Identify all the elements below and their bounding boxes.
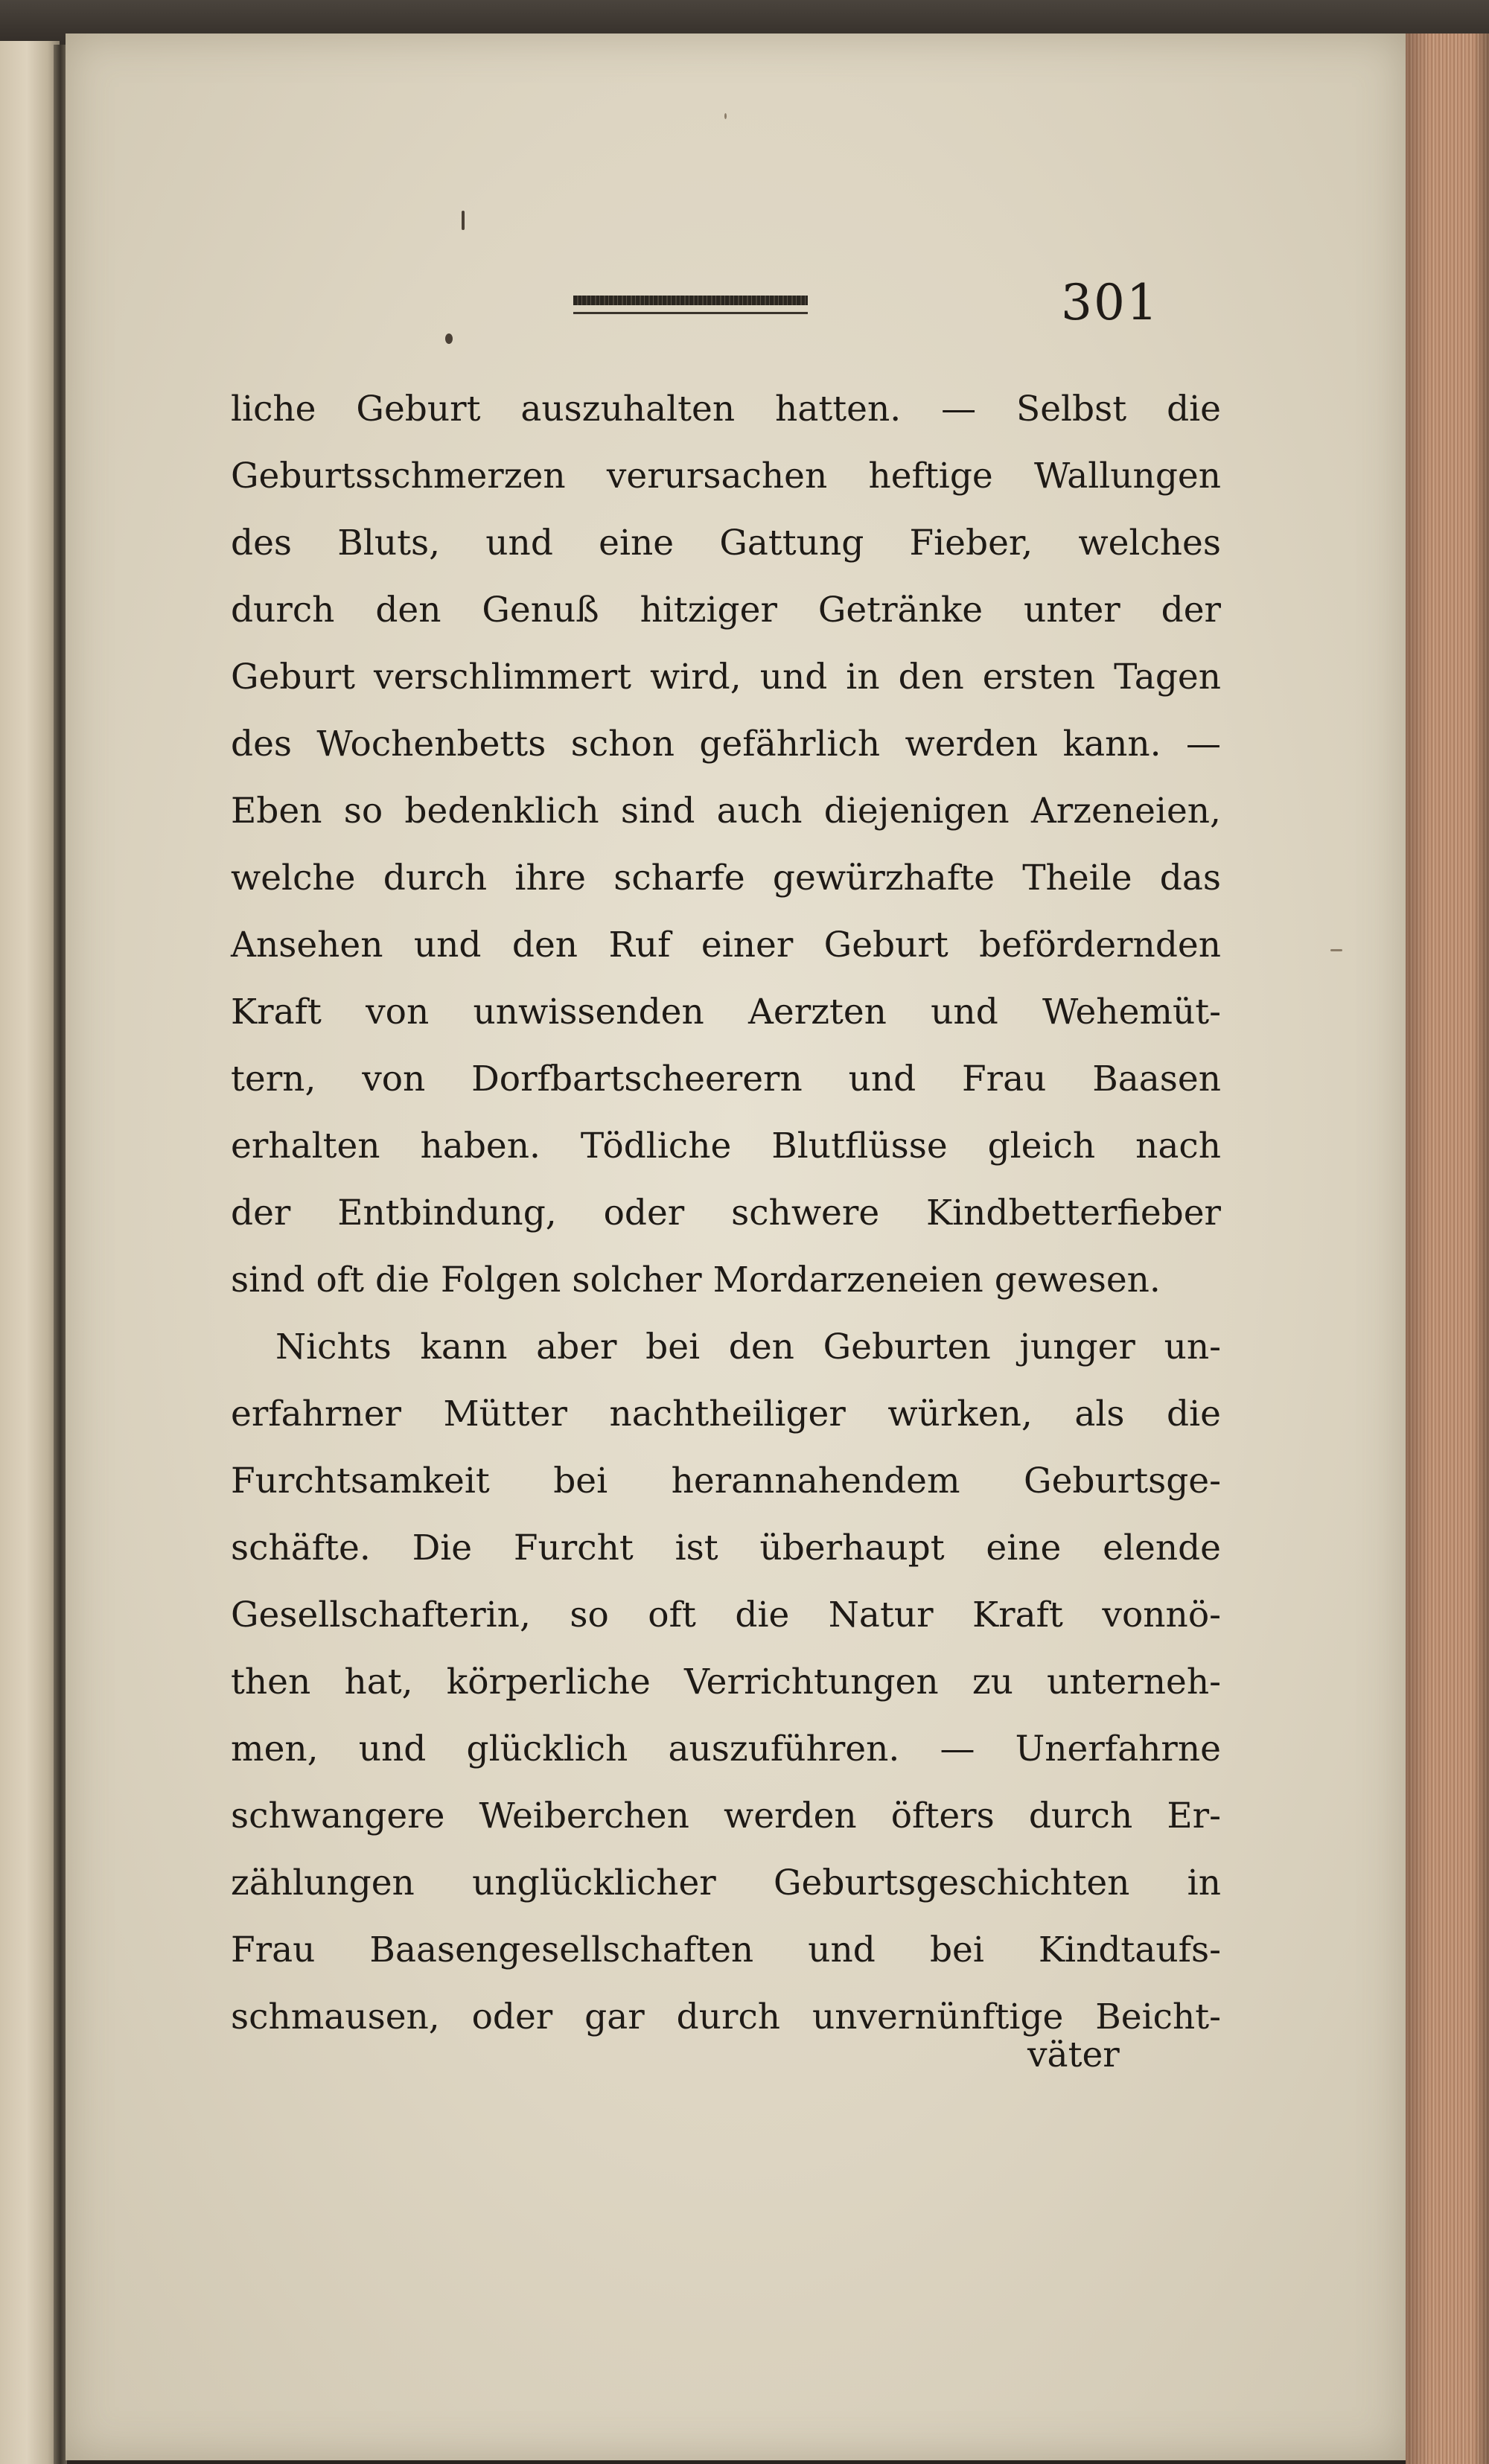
text-line: Nichts kann aber bei den Geburten junger un- bbox=[275, 1327, 1221, 1367]
text-line: Geburt verschlimmert wird, und in den ersten Tagen bbox=[231, 657, 1221, 698]
text-line: schmausen, oder gar durch unvernünftige Beicht- bbox=[231, 1997, 1221, 2037]
text-line: erfahrner Mütter nachtheiliger würken, als die bbox=[231, 1394, 1221, 1434]
text-line: tern, von Dorfbartscheerern und Frau Baasen bbox=[231, 1059, 1221, 1099]
text-line: zählungen unglücklicher Geburtsgeschichten in bbox=[231, 1863, 1221, 1903]
ink-speck bbox=[462, 211, 465, 230]
text-line: Kraft von unwissenden Aerzten und Wehemüt- bbox=[231, 992, 1221, 1032]
text-line: Geburtsschmerzen verursachen heftige Wallungen bbox=[231, 456, 1221, 497]
header-rule-ornament bbox=[573, 294, 808, 316]
text-line: schwangere Weiberchen werden öfters durch Er- bbox=[231, 1796, 1221, 1836]
text-line: welche durch ihre scharfe gewürzhafte Theile das bbox=[231, 858, 1221, 899]
text-line: Furchtsamkeit bei herannahendem Geburtsge- bbox=[231, 1461, 1221, 1501]
text-line: durch den Genuß hitziger Getränke unter der bbox=[231, 590, 1221, 631]
page-edges-shadow bbox=[1406, 33, 1489, 2464]
text-line: des Wochenbetts schon gefährlich werden kann. — bbox=[231, 724, 1221, 765]
text-line: der Entbindung, oder schwere Kindbetterfieber bbox=[231, 1193, 1221, 1233]
text-line: Ansehen und den Ruf einer Geburt befördernden bbox=[231, 925, 1221, 966]
text-line: Frau Baasengesellschaften und bei Kindtaufs- bbox=[231, 1930, 1221, 1970]
page-body-text bbox=[231, 376, 1221, 2051]
previous-page-edge bbox=[0, 41, 60, 2464]
ink-speck bbox=[724, 113, 727, 119]
text-line: erhalten haben. Tödliche Blutflüsse gleich nach bbox=[231, 1126, 1221, 1166]
text-line: men, und glücklich auszuführen. — Unerfahrne bbox=[231, 1729, 1221, 1769]
text-line: then hat, körperliche Verrichtungen zu unterneh- bbox=[231, 1662, 1221, 1702]
text-line: schäfte. Die Furcht ist überhaupt eine elende bbox=[231, 1528, 1221, 1568]
text-line: Gesellschafterin, so oft die Natur Kraft vonnö- bbox=[231, 1595, 1221, 1635]
page-number: 301 bbox=[1061, 274, 1159, 331]
text-line: sind oft die Folgen solcher Mordarzeneien gewesen. bbox=[231, 1260, 1161, 1300]
ink-speck bbox=[1330, 949, 1342, 951]
catchword: väter bbox=[1027, 2034, 1120, 2075]
text-line: Eben so bedenklich sind auch diejenigen Arzeneien, bbox=[231, 791, 1221, 832]
text-line: des Bluts, und eine Gattung Fieber, welches bbox=[231, 523, 1221, 564]
text-line: liche Geburt auszuhalten hatten. — Selbst die bbox=[231, 389, 1221, 430]
ink-speck bbox=[445, 333, 453, 344]
